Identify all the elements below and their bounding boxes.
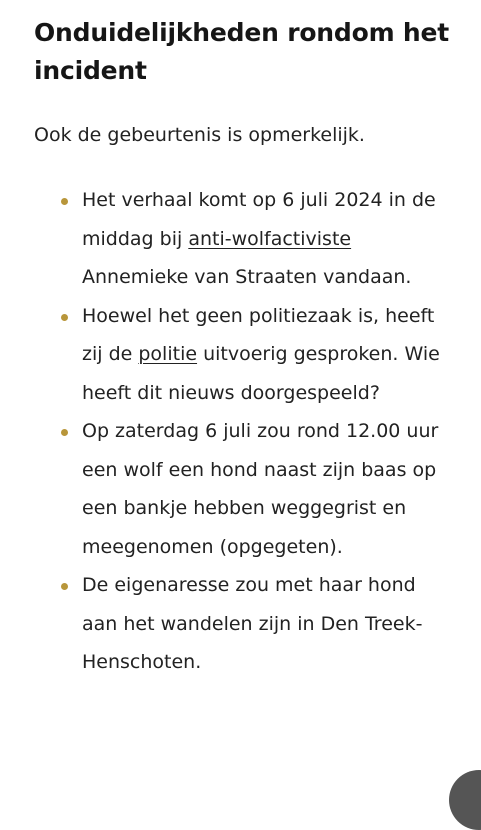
bullet-dot-icon bbox=[61, 429, 68, 436]
floating-action-button[interactable] bbox=[449, 770, 481, 830]
list-item-text: Annemieke van Straaten vandaan. bbox=[82, 266, 412, 288]
bullet-dot-icon bbox=[61, 314, 68, 321]
link-politie[interactable]: politie bbox=[138, 343, 198, 365]
list-item bbox=[34, 412, 454, 566]
list-item-text: uitvoerig gesproken. Wie heeft dit nieuws doorgespeeld? bbox=[82, 343, 440, 404]
list-item-text: Hoewel het geen politiezaak is, heeft zij de bbox=[82, 304, 435, 365]
list-item-text: Op zaterdag 6 juli zou rond 12.00 uur een wolf een hond naast zijn baas op een bankje hebben weggegrist en meegenomen (opgegeten). bbox=[82, 420, 439, 558]
intro-paragraph: Ook de gebeurtenis is opmerkelijk. bbox=[34, 124, 365, 146]
list-item bbox=[34, 297, 454, 413]
article bbox=[34, 0, 454, 682]
link-anti-wolfactiviste[interactable]: anti-wolfactiviste bbox=[188, 227, 352, 250]
list-item-text: Het verhaal komt op 6 juli 2024 in de middag bij bbox=[82, 189, 436, 250]
list-item bbox=[34, 181, 454, 297]
bullet-dot-icon bbox=[61, 198, 68, 205]
list-item-text: De eigenaresse zou met haar hond aan het wandelen zijn in Den Treek-Henschoten. bbox=[82, 574, 423, 673]
list-item bbox=[34, 566, 454, 682]
section-heading: Onduidelijkheden rondom het incident bbox=[34, 18, 450, 85]
bullet-dot-icon bbox=[61, 583, 68, 590]
bullet-list bbox=[34, 181, 454, 682]
